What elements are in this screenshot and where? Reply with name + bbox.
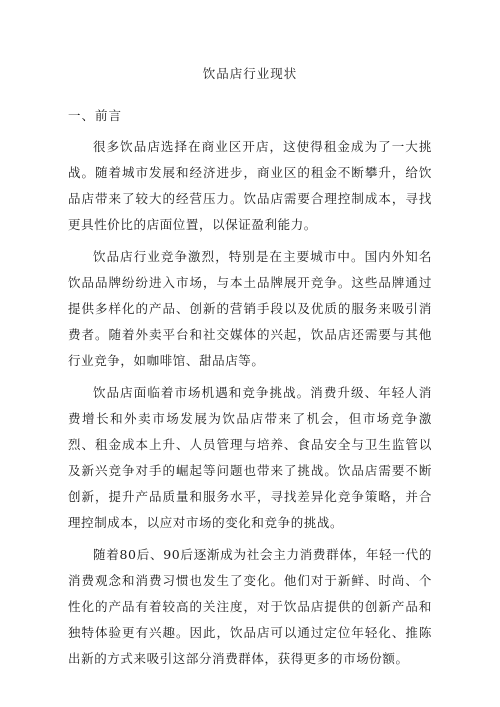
paragraph: 随着80后、90后逐渐成为社会主力消费群体，年轻一代的消费观念和消费习惯也发生了变化。他们对于新鲜、时尚、个性化的产品有着较高的关注度，对于饮品店提供的创新产品和独特体验更有兴趣。因此，饮品店可以通过定位年轻化、推陈出新的方式来吸引这部分消费群体，获得更多的市场份额。 (68, 547, 432, 666)
document-body (68, 134, 432, 672)
document-title: 饮品店行业现状 (202, 66, 298, 81)
paragraph: 很多饮品店选择在商业区开店，这使得租金成为了一大挑战。随着城市发展和经济进步，商业区的租金不断攀升，给饮品店带来了较大的经营压力。饮品店需要合理控制成本，寻找更具性价比的店面位置，以保证盈利能力。 (68, 139, 432, 232)
section-heading: 一、前言 (68, 108, 123, 123)
paragraph: 饮品店行业竞争激烈，特别是在主要城市中。国内外知名饮品品牌纷纷进入市场，与本土品牌展开竞争。这些品牌通过提供多样化的产品、创新的营销手段以及优质的服务来吸引消费者。随着外卖平台和社交媒体的兴起，饮品店还需要与其他行业竞争，如咖啡馆、甜品店等。 (68, 249, 432, 368)
paragraph: 饮品店面临着市场机遇和竞争挑战。消费升级、年轻人消费增长和外卖市场发展为饮品店带来了机会，但市场竞争激烈、租金成本上升、人员管理与培养、食品安全与卫生监管以及新兴竞争对手的崛起等问题也带来了挑战。饮品店需要不断创新，提升产品质量和服务水平，寻找差异化竞争策略，并合理控制成本，以应对市场的变化和竞争的挑战。 (68, 385, 432, 530)
